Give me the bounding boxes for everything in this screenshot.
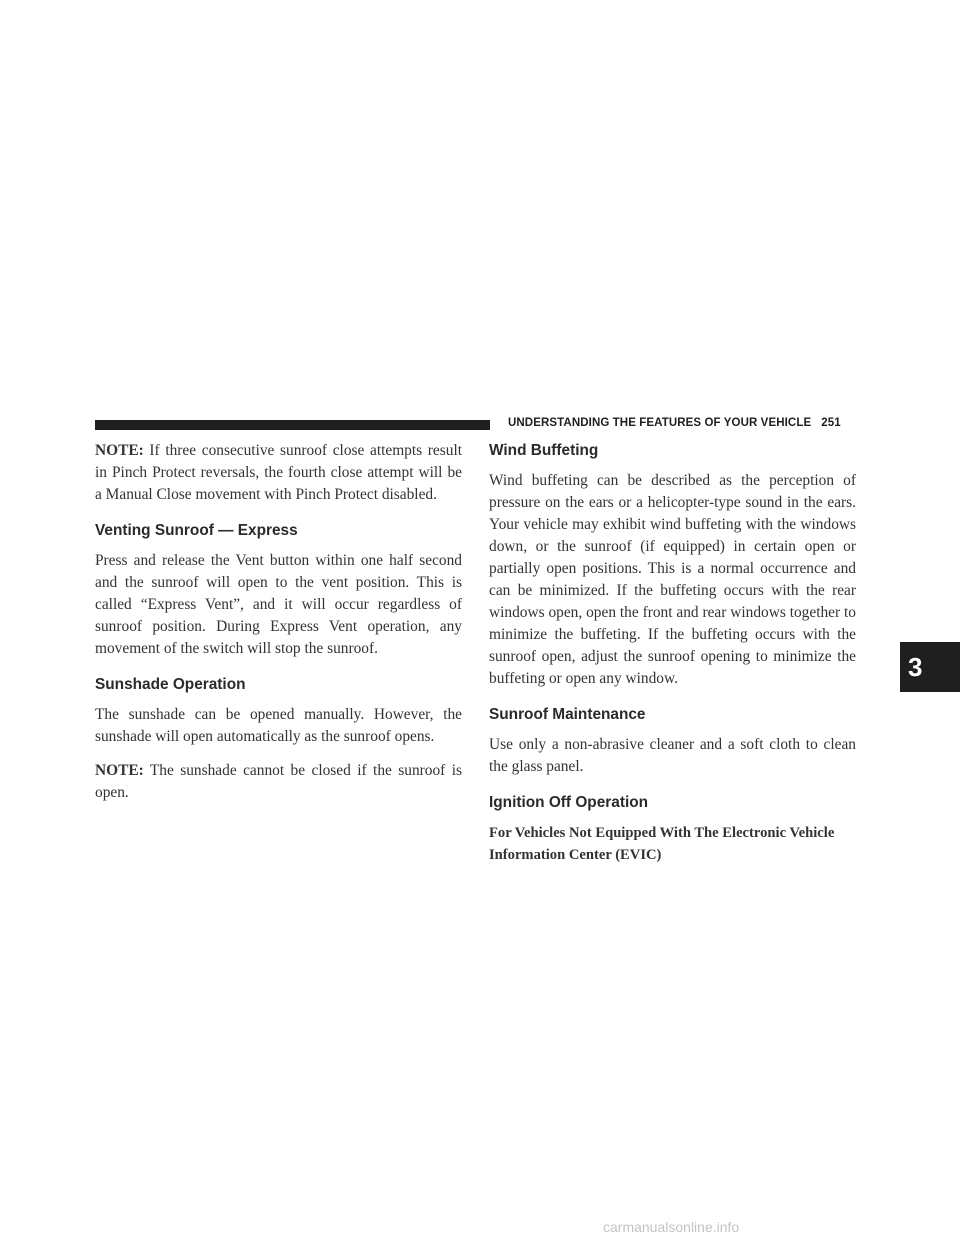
- paragraph-venting-sunroof: Press and release the Vent button within one half second and the sunroof will open to the vent position. This is called “Express Vent”, and it will occur regardless of sunroof position. During Express Vent operation, any movement of the switch will stop the sunroof.: [95, 552, 462, 657]
- note-sunshade: [95, 760, 462, 804]
- note-text: If three consecutive sunroof close attempts result in Pinch Protect reversals, the fourth close attempt will be a Manual Close movement with Pinch Protect disabled.: [95, 442, 462, 503]
- heading-sunroof-maintenance: Sunroof Maintenance: [489, 706, 646, 723]
- right-column: [489, 440, 856, 878]
- watermark: carmanualsonline.info: [603, 1219, 740, 1235]
- running-header: [508, 417, 841, 429]
- heading-wind-buffeting: Wind Buffeting: [489, 442, 599, 459]
- subheading-evic: For Vehicles Not Equipped With The Electronic Vehicle Information Center (EVIC): [489, 825, 835, 863]
- note-text: The sunshade cannot be closed if the sunroof is open.: [95, 762, 462, 801]
- paragraph-sunshade-operation: The sunshade can be opened manually. However, the sunshade will open automatically as the sunroof opens.: [95, 706, 462, 745]
- chapter-tab: 3: [900, 642, 960, 692]
- heading-sunshade-operation: Sunshade Operation: [95, 676, 246, 693]
- paragraph-sunroof-maintenance: Use only a non-abrasive cleaner and a soft cloth to clean the glass panel.: [489, 736, 856, 775]
- chapter-title: UNDERSTANDING THE FEATURES OF YOUR VEHICLE: [508, 417, 812, 429]
- page-number: 251: [821, 417, 841, 429]
- note-label: NOTE:: [95, 442, 144, 459]
- header-rule: [95, 420, 490, 430]
- paragraph-wind-buffeting: Wind buffeting can be described as the perception of pressure on the ears or a helicopter-type sound in the ears. Your vehicle may exhibit wind buffeting with the windows down, or the sunroof (if equipped) in certain open or partially open positions. This is a normal occurrence and can be minimized. If the buffeting occurs with the rear windows open, open the front and rear windows together to minimize the buffeting. If the buffeting occurs with the sunroof open, adjust the sunroof opening to minimize the buffeting or open any window.: [489, 472, 856, 687]
- note-pinch-protect: [95, 440, 462, 506]
- note-label: NOTE:: [95, 762, 144, 779]
- left-column: [95, 440, 462, 816]
- heading-ignition-off-operation: Ignition Off Operation: [489, 794, 649, 811]
- heading-venting-sunroof: Venting Sunroof — Express: [95, 522, 298, 539]
